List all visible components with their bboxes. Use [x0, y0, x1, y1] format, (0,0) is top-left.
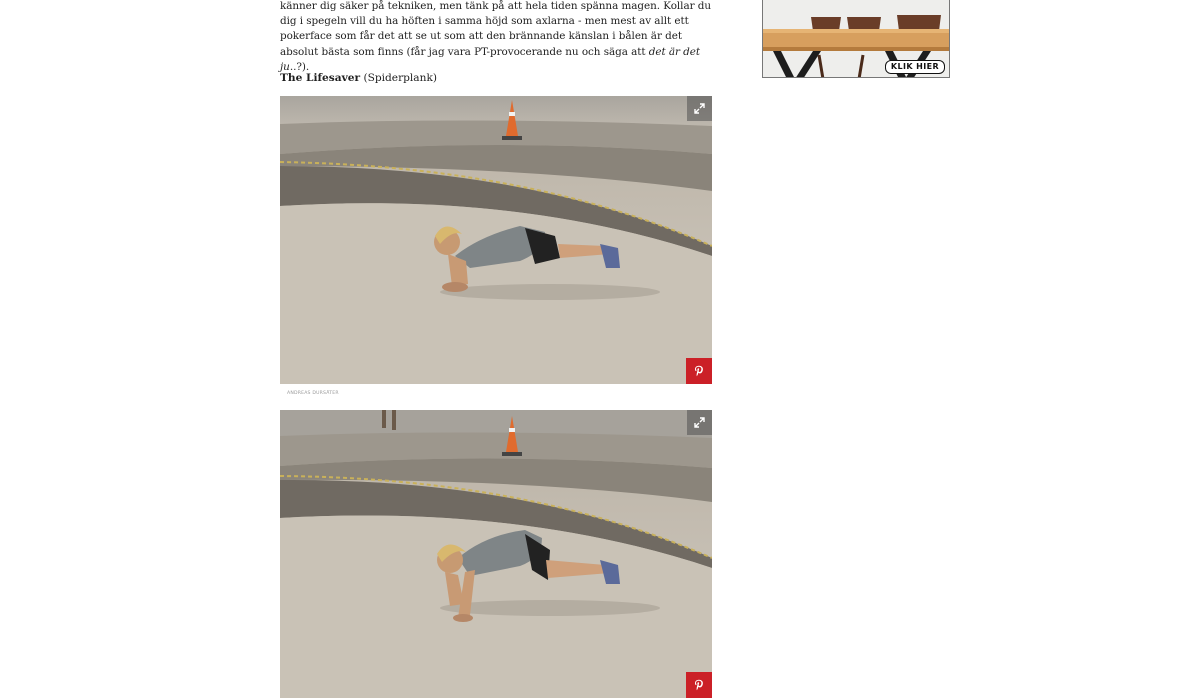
exercise-photo-spiderplank[interactable] [280, 410, 712, 698]
expand-image-button[interactable] [687, 96, 712, 121]
ad-banner-dining-table[interactable] [762, 0, 950, 78]
pinterest-icon [694, 679, 704, 691]
expand-icon [694, 417, 705, 428]
article-paragraph [280, 0, 712, 75]
pinterest-icon [694, 365, 704, 377]
expand-image-button[interactable] [687, 410, 712, 435]
expand-icon [694, 103, 705, 114]
exercise-title: The Lifesaver [280, 72, 361, 84]
pinterest-save-button[interactable] [686, 672, 712, 698]
paragraph-text-end: ?). [296, 60, 310, 73]
pinterest-save-button[interactable] [686, 358, 712, 384]
photo-spiderplank-image [280, 410, 712, 698]
paragraph-emphasis: det är det ju.. [280, 45, 701, 73]
exercise-heading [280, 71, 437, 85]
paragraph-text: känner dig säker på tekniken, men tänk på att hela tiden spänna magen. Kollar du dig i spegeln vill du ha höften i samma höjd som axlarna - men mest av allt ett pokerface som får det att se ut som att den brännande känslan i bålen är det absolut bästa som finns (får jag vara PT-provocerande nu och säga att [280, 0, 712, 58]
exercise-photo-plank[interactable] [280, 96, 712, 384]
photo-credit: ANDREAS DURSÄTER [287, 391, 339, 396]
ad-cta-button[interactable]: KLIK HIER [885, 60, 945, 74]
photo-plank-image [280, 96, 712, 384]
exercise-subtitle: (Spiderplank) [360, 72, 437, 84]
